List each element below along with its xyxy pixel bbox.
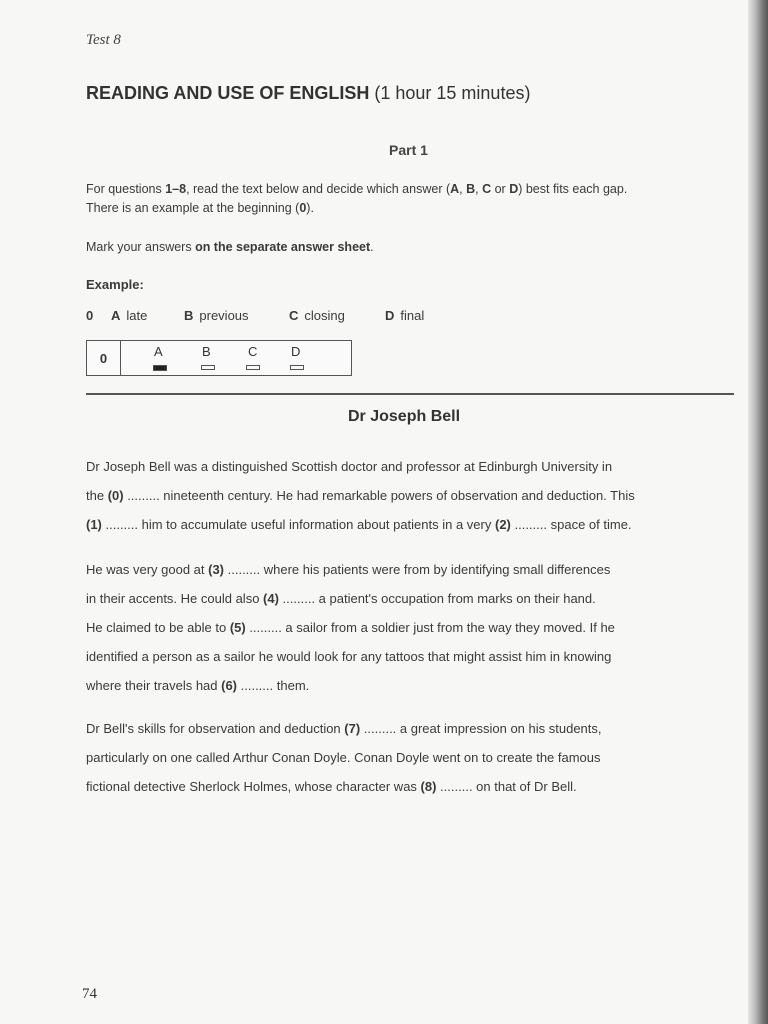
- answer-bubble-c: [246, 365, 260, 370]
- option-letter: C: [289, 308, 299, 323]
- mark-answers-line: [86, 239, 374, 256]
- instr-text: , read the text below and decide which answer (: [186, 182, 451, 196]
- text-line: [86, 671, 734, 700]
- option-letter: B: [184, 308, 194, 323]
- example-number-text: 0: [86, 308, 94, 323]
- text-run: ......... him to accumulate useful information about patients in a very: [101, 517, 495, 532]
- instr-text: .: [370, 240, 374, 254]
- answer-grid-number: 0: [87, 341, 121, 375]
- text-line: [86, 481, 734, 510]
- gap-number: (6): [221, 678, 238, 693]
- option-word: previous: [199, 308, 249, 323]
- answer-bubble-a-filled: [153, 365, 167, 371]
- section-title: READING AND USE OF ENGLISH: [86, 83, 370, 103]
- text-run: He was very good at: [86, 562, 209, 577]
- answer-grid-letter-a: A: [154, 344, 163, 359]
- instr-text: ,: [475, 182, 483, 196]
- text-run: the: [86, 488, 108, 503]
- instr-text: or: [491, 182, 510, 196]
- paragraph-2: [86, 555, 734, 700]
- text-run: Dr Bell's skills for observation and deduction: [86, 721, 345, 736]
- text-line: [86, 743, 734, 772]
- section-heading: [86, 83, 530, 104]
- paragraph-3: [86, 714, 734, 801]
- text-line: [86, 613, 734, 642]
- instr-text: ).: [306, 201, 314, 215]
- text-run: ......... nineteenth century. He had remarkable powers of observation and deduction. This: [123, 488, 635, 503]
- text-line: [86, 642, 734, 671]
- instr-letter: A: [450, 182, 460, 196]
- instr-text: ) best fits each gap.: [518, 182, 628, 196]
- example-option-b: [184, 308, 249, 323]
- instr-text: For questions: [86, 182, 166, 196]
- option-letter: D: [385, 308, 395, 323]
- instructions-line-2: [86, 200, 314, 217]
- text-line: [86, 452, 734, 481]
- page-number: 74: [82, 986, 97, 1002]
- instr-text: Mark your answers: [86, 240, 196, 254]
- text-run: ......... them.: [237, 678, 310, 693]
- option-word: closing: [304, 308, 345, 323]
- instr-letter: D: [509, 182, 519, 196]
- text-run: ......... a patient's occupation from marks on their hand.: [278, 591, 596, 606]
- text-run: He claimed to be able to: [86, 620, 230, 635]
- example-number: [86, 308, 99, 323]
- text-run: where their travels had: [86, 678, 222, 693]
- part-title: Part 1: [389, 142, 428, 158]
- instr-emphasis: on the separate answer sheet: [195, 240, 371, 254]
- option-word: final: [400, 308, 425, 323]
- text-run: ......... where his patients were from by identifying small differences: [224, 562, 611, 577]
- text-line: [86, 772, 734, 801]
- option-letter: A: [111, 308, 121, 323]
- gap-number: (3): [208, 562, 225, 577]
- answer-bubble-d: [290, 365, 304, 370]
- gap-number: (2): [494, 517, 511, 532]
- gap-number: (8): [420, 779, 437, 794]
- text-line: [86, 714, 734, 743]
- answer-grid-letter-b: B: [202, 344, 211, 359]
- paragraph-1: [86, 452, 734, 539]
- book-spine-shadow: [748, 0, 768, 1024]
- instr-range: 1–8: [165, 182, 187, 196]
- instructions-line-1: [86, 181, 627, 198]
- text-title: Dr Joseph Bell: [348, 408, 461, 425]
- section-duration: (1 hour 15 minutes): [374, 83, 531, 103]
- text-run: ......... on that of Dr Bell.: [436, 779, 577, 794]
- answer-grid-letter-c: C: [248, 344, 258, 359]
- answer-grid-letter-d: D: [291, 344, 301, 359]
- instr-text: ,: [459, 182, 467, 196]
- text-run: ......... a great impression on his students,: [360, 721, 602, 736]
- gap-number: (1): [86, 517, 102, 532]
- example-option-a: [111, 308, 147, 323]
- gap-number: (5): [229, 620, 246, 635]
- text-run: particularly on one called Arthur Conan Doyle. Conan Doyle went on to create the famous: [86, 750, 601, 765]
- text-run: identified a person as a sailor he would look for any tattoos that might assist him in knowing: [86, 649, 612, 664]
- text-run: in their accents. He could also: [86, 591, 264, 606]
- instr-example-number: 0: [299, 201, 307, 215]
- text-line: [86, 555, 734, 584]
- instr-text: There is an example at the beginning (: [86, 201, 300, 215]
- text-run: fictional detective Sherlock Holmes, whose character was: [86, 779, 421, 794]
- gap-number: (7): [344, 721, 361, 736]
- example-answer-grid: [86, 340, 352, 376]
- option-word: late: [126, 308, 148, 323]
- text-run: ......... space of time.: [510, 517, 632, 532]
- text-line: [86, 510, 734, 539]
- text-run: Dr Joseph Bell was a distinguished Scottish doctor and professor at Edinburgh University in: [86, 459, 613, 474]
- test-label: Test 8: [86, 32, 121, 48]
- example-option-c: [289, 308, 345, 323]
- divider-rule: [86, 393, 734, 395]
- gap-number: (4): [263, 591, 279, 606]
- example-option-d: [385, 308, 424, 323]
- answer-bubble-b: [201, 365, 215, 370]
- example-label: Example:: [86, 277, 144, 292]
- text-line: [86, 584, 734, 613]
- instr-letter: B: [466, 182, 476, 196]
- gap-number: (0): [107, 488, 124, 503]
- instr-letter: C: [482, 182, 492, 196]
- text-run: ......... a sailor from a soldier just from the way they moved. If he: [245, 620, 615, 635]
